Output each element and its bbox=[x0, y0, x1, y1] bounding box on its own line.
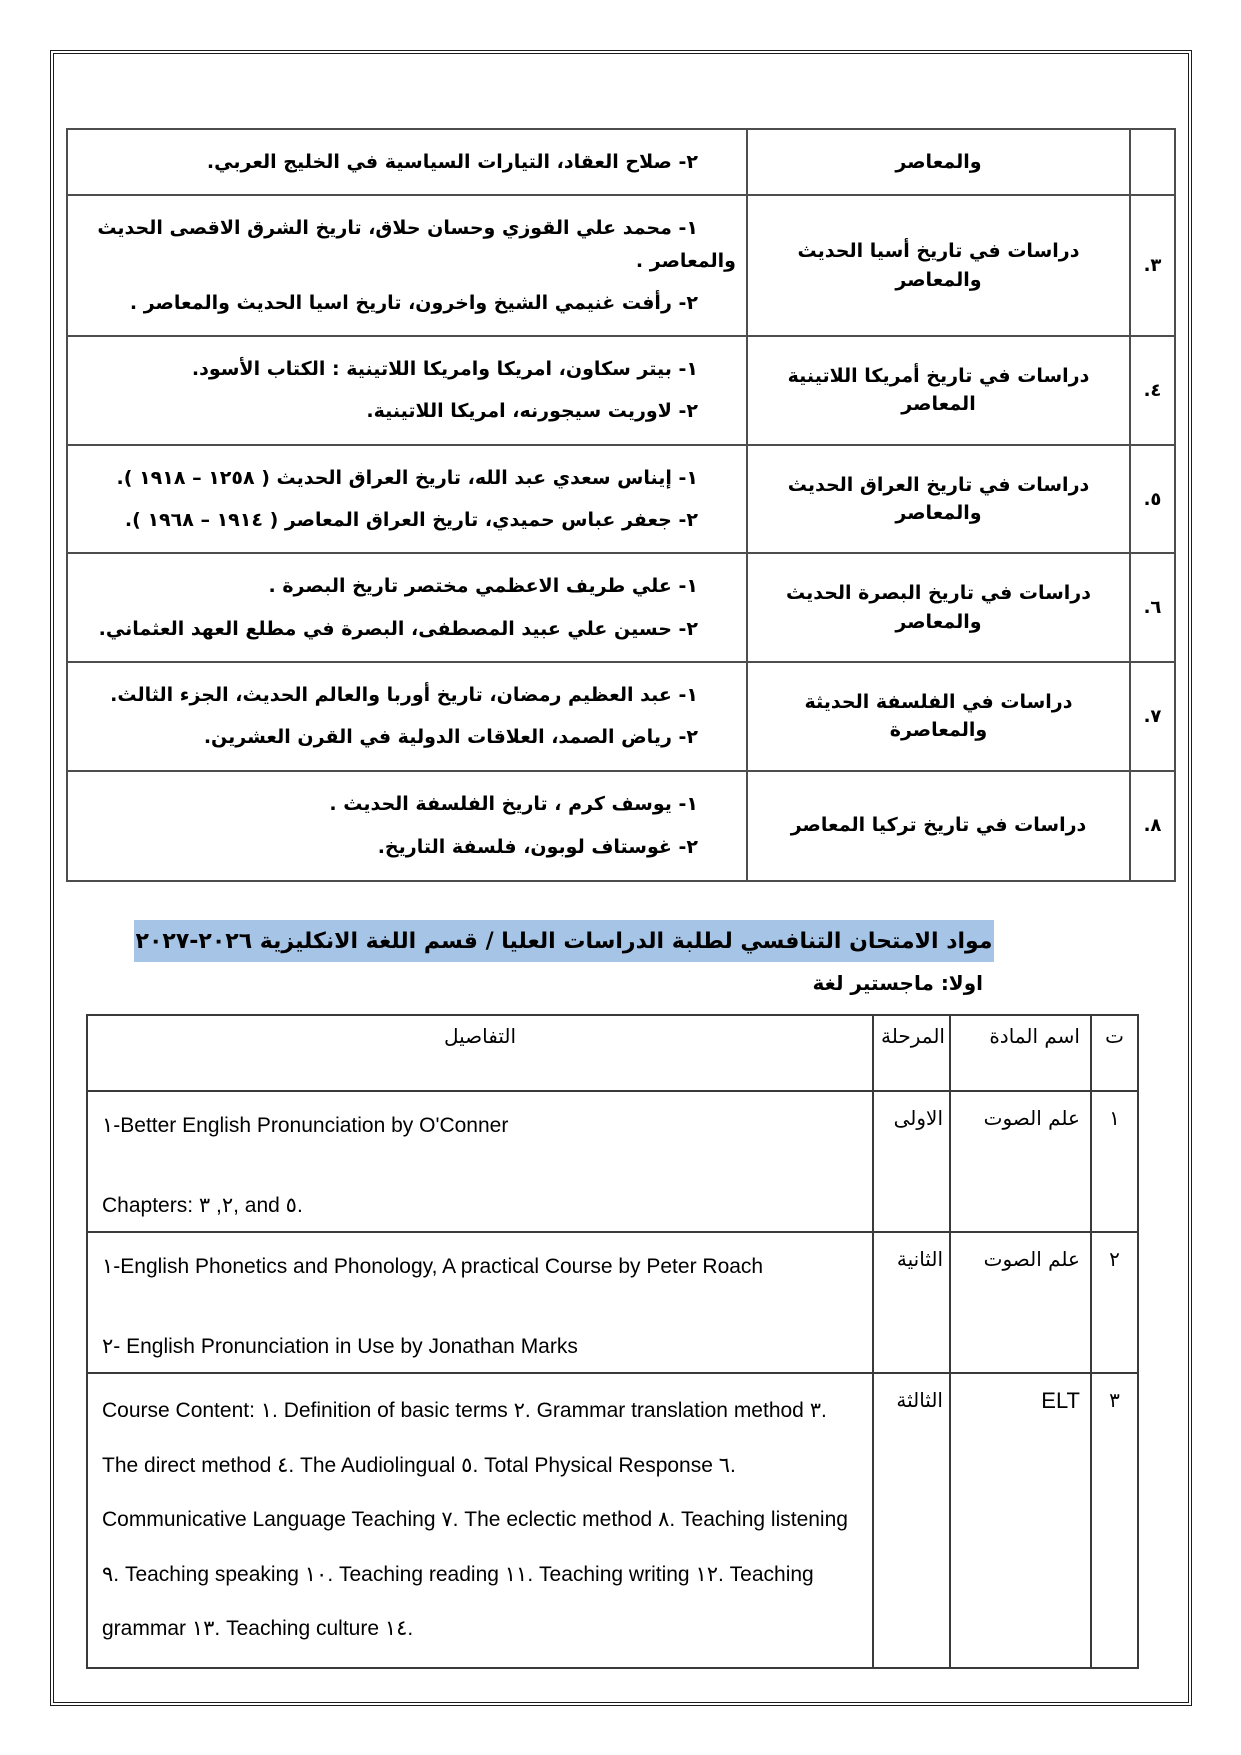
details-cell bbox=[67, 129, 747, 195]
details-cell bbox=[67, 771, 747, 881]
details-cell bbox=[67, 445, 747, 554]
table-row bbox=[67, 445, 1175, 554]
row-number-cell: ١ bbox=[1091, 1091, 1138, 1232]
stage-cell: الثالثة bbox=[873, 1373, 950, 1668]
table-row bbox=[67, 662, 1175, 771]
detail-line: ٢- لاوريت سيجورنه، امريكا اللاتينية. bbox=[366, 400, 698, 423]
row-number-cell bbox=[1130, 129, 1175, 195]
table-row bbox=[67, 195, 1175, 336]
header-stage: المرحلة bbox=[873, 1015, 950, 1091]
stage-cell: الاولى bbox=[873, 1091, 950, 1232]
detail-line: ١- يوسف كرم ، تاريخ الفلسفة الحديث . bbox=[329, 793, 698, 816]
detail-line: ١- بيتر سكاون، امريكا وامريكا اللاتينية : الكتاب الأسود. bbox=[191, 358, 698, 381]
detail-line: ٢- رياض الصمد، العلاقات الدولية في القرن العشرين. bbox=[203, 726, 698, 749]
row-number-cell: ٢ bbox=[1091, 1232, 1138, 1373]
subject-cell: علم الصوت bbox=[950, 1091, 1091, 1232]
row-number-cell: ٨. bbox=[1130, 771, 1175, 881]
detail-line: Course Content: ١. Definition of basic terms ٢. Grammar translation method ٣. The direct method ٤. The Audiolingual ٥. Total Physical Response ٦. Communicative Language Teaching ٧. The eclectic method ٨. Teaching listening ٩. Teaching speaking ١٠. Teaching reading ١١. Teaching writing ١٢. Teaching grammar ١٣. Teaching culture ١٤. bbox=[102, 1399, 848, 1641]
row-number-cell: ٤. bbox=[1130, 336, 1175, 445]
table-row bbox=[87, 1091, 1138, 1232]
page-border bbox=[50, 50, 1192, 1706]
detail-line: ٢- صلاح العقاد، التيارات السياسية في الخليج العربي. bbox=[206, 151, 698, 173]
table-row bbox=[67, 336, 1175, 445]
stage-cell: الثانية bbox=[873, 1232, 950, 1373]
row-number-cell: ٣ bbox=[1091, 1373, 1138, 1668]
table-row bbox=[87, 1373, 1138, 1668]
detail-line: ٢- غوستاف لوبون، فلسفة التاريخ. bbox=[377, 835, 698, 858]
details-cell bbox=[87, 1232, 873, 1373]
row-number-cell: ٣. bbox=[1130, 195, 1175, 336]
subject-cell: دراسات في تاريخ تركيا المعاصر bbox=[747, 771, 1130, 881]
details-cell bbox=[67, 195, 747, 336]
details-cell bbox=[87, 1091, 873, 1232]
detail-line: ١-English Phonetics and Phonology, A practical Course by Peter Roach bbox=[102, 1255, 764, 1278]
row-number-cell: ٦. bbox=[1130, 553, 1175, 662]
subject-cell: دراسات في تاريخ البصرة الحديث والمعاصر bbox=[747, 553, 1130, 662]
details-cell bbox=[87, 1373, 873, 1668]
detail-line: ١-Better English Pronunciation by O'Conner bbox=[102, 1114, 509, 1137]
table-header-row bbox=[87, 1015, 1138, 1091]
details-cell bbox=[67, 662, 747, 771]
detail-line: ٢- رأفت غنيمي الشيخ واخرون، تاريخ اسيا الحديث والمعاصر . bbox=[129, 291, 698, 314]
header-number: ت bbox=[1091, 1015, 1138, 1091]
subject-cell: ELT bbox=[950, 1373, 1091, 1668]
header-subject-name: اسم المادة bbox=[950, 1015, 1091, 1091]
detail-line: ٢- جعفر عباس حميدي، تاريخ العراق المعاصر ( ١٩١٤ – ١٩٦٨ ). bbox=[124, 509, 698, 532]
row-number-cell: ٧. bbox=[1130, 662, 1175, 771]
table-row bbox=[67, 129, 1175, 195]
section-subheading: اولا: ماجستير لغة bbox=[812, 971, 983, 995]
detail-line: ١- إيناس سعدي عبد الله، تاريخ العراق الحديث ( ١٢٥٨ – ١٩١٨ ). bbox=[116, 466, 698, 489]
details-cell bbox=[67, 553, 747, 662]
detail-line: ٢- حسين علي عبيد المصطفى، البصرة في مطلع العهد العثماني. bbox=[98, 617, 698, 640]
table-row bbox=[67, 771, 1175, 881]
details-cell bbox=[67, 336, 747, 445]
section-heading-text: مواد الامتحان التنافسي لطلبة الدراسات العليا / قسم اللغة الانكليزية ٢٠٢٦-٢٠٢٧ bbox=[135, 928, 993, 954]
table-row bbox=[67, 553, 1175, 662]
subject-cell: علم الصوت bbox=[950, 1232, 1091, 1373]
english-dept-exam-table bbox=[86, 1014, 1139, 1669]
detail-line: ١- عبد العظيم رمضان، تاريخ أوربا والعالم الحديث، الجزء الثالث. bbox=[110, 683, 698, 706]
detail-line: ٢- English Pronunciation in Use by Jonathan Marks bbox=[102, 1334, 578, 1358]
subject-cell: دراسات في تاريخ أمريكا اللاتينية المعاصر bbox=[747, 336, 1130, 445]
subject-cell: والمعاصر bbox=[747, 129, 1130, 195]
row-number-cell: ٥. bbox=[1130, 445, 1175, 554]
subject-cell: دراسات في تاريخ أسيا الحديث والمعاصر bbox=[747, 195, 1130, 336]
detail-line: ١- علي طريف الاعظمي مختصر تاريخ البصرة . bbox=[268, 575, 698, 598]
history-subjects-table bbox=[66, 128, 1176, 882]
table-row bbox=[87, 1232, 1138, 1373]
detail-line: Chapters: ٢, ٣, and ٥. bbox=[102, 1193, 303, 1217]
header-details: التفاصيل bbox=[87, 1015, 873, 1091]
subject-cell: دراسات في تاريخ العراق الحديث والمعاصر bbox=[747, 445, 1130, 554]
section-heading-band bbox=[134, 920, 994, 962]
subject-cell: دراسات في الفلسفة الحديثة والمعاصرة bbox=[747, 662, 1130, 771]
detail-line: ١- محمد علي القوزي وحسان حلاق، تاريخ الشرق الاقصى الحديث والمعاصر . bbox=[97, 217, 736, 272]
